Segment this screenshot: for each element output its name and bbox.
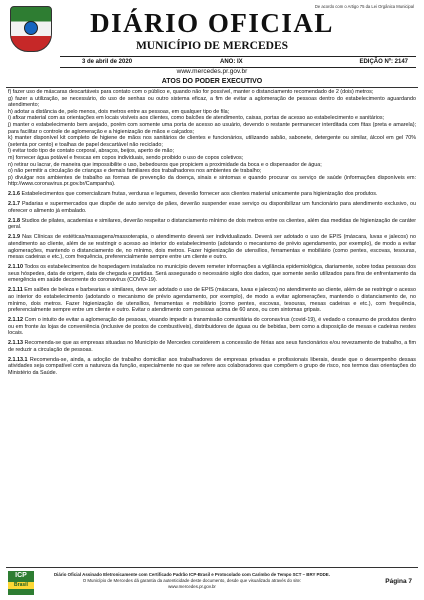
list-item: k) manter disponível kit completo de higiene de mãos nos sanitários de clientes e funcionários, utilizando sabão, sabonete, detergente ou similar, álcool em gel 70% (setenta por cento) e toalhas de papel descartável não reciclado; xyxy=(8,135,416,148)
footer-website-link[interactable]: www.mercedes.pr.gov.br xyxy=(168,584,216,589)
page-number: Página 7 xyxy=(385,578,412,585)
article-paragraph: 2.1.10 Todos os estabelecimentos de hospedagem instalados no município devem remeter informações a vigilância epidemiológica, diariamente, sobre todas pessoas dos seus hóspedes, data de origem, data de chegada e partidas. Será assegurado o necessário sigilo dos dados, que somente serão utilizados para fins de enfrentamento da emergência em saúde decorrente do coronavírus (COVID-19). xyxy=(8,264,416,284)
edition-info-bar xyxy=(60,56,416,68)
article-number: 2.1.13 xyxy=(8,340,23,347)
list-item: j) manter o estabelecimento bem arejado, porém com somente uma porta de acesso ao usuário, devendo o restante permanecer interditada com fitas (preta e amarela); para facilitar o controle de aglomeração e a higienização de mãos e calçados; xyxy=(8,121,416,135)
list-item: p) divulgar nos ambientes de trabalho as formas de prevenção da doença, sinais e sintomas e quando procurar os serviço de saúde (informações disponíveis em: http://www.coronavirus.pr.gov.br/Campanha). xyxy=(8,174,416,188)
municipality-name: MUNICÍPIO DE MERCEDES xyxy=(135,40,289,52)
article-paragraph: 2.1.6 Estabelecimentos que comercializam frutas, verduras e legumes, deverão fornecer aos clientes material unicamente para higienização dos produtos. xyxy=(8,191,378,198)
list-item: f) fazer uso de máscaras descartáveis para contato com o público e, quando não for possível, manter o distanciamento recomendado de 2 (dois) metros; xyxy=(8,89,374,95)
footer-certification xyxy=(42,572,342,590)
article-paragraph: 2.1.12 Com o intuito de evitar a aglomeração de pessoas, visando impedir a transmissão comunitária do coronavírus (covid-19), é vedado o consumo de produtos dentro ou em fronte às lojas de conveniência (inclusive de postos de combustíveis), distribuidores de águas ou de bebidas, bem como a disposição de mesas e cadeiras nestes locais. xyxy=(8,317,416,337)
article-paragraph: 2.1.7 Padarias e supermercados que dispõe de auto serviço de pães, deverão suspender esse serviço ou disponibilizar um funcionário para atendimento exclusivo, ou oferecer o alimento já embalado. xyxy=(8,201,416,214)
list-item: m) fornecer água potável e frescas em copos individuais, sendo proibido o uso de copos coletivos; xyxy=(8,154,244,161)
article-number: 2.1.8 xyxy=(8,217,20,224)
article-paragraph: 2.1.8 Studios de pilates, academias e similares, deverão respeitar o distanciamento mínimo de dois metros entre os clientes, além das medidas de higienização de caráter geral. xyxy=(8,217,416,231)
article-number: 2.1.11 xyxy=(8,287,23,294)
gazette-title: DIÁRIO OFICIAL xyxy=(90,8,334,38)
edition-year: ANO: IX xyxy=(220,59,243,65)
authenticity-note: O Município de Mercedes dá garantia da autenticidade deste documento, desde que visualizado através do site: xyxy=(82,578,302,583)
certification-statement: Diário Oficial Assinado Eletronicamente com Certificado Padrão ICP-Brasil e Protocolado com Carimbo de Tempo SCT – BRY PDDE. xyxy=(54,572,330,577)
article-body xyxy=(8,89,416,377)
article-number: 2.1.10 xyxy=(8,264,23,271)
list-item: o) não permitir a circulação de crianças e demais familiares dos trabalhadores nos ambientes de trabalho; xyxy=(8,168,262,175)
article-number: 2.1.7 xyxy=(8,201,20,208)
article-paragraph: 2.1.13.1 Recomenda-se, ainda, a adoção de trabalho domiciliar aos trabalhadores de empresas privadas e profissionais liberais, desde que o desempenho dessas atividades seja compatível com a natureza da função, especialmente no que se refere aos colaboradores que compõem o grupo de risco, nos termos das orientações do Ministério da Saúde. xyxy=(8,356,416,377)
edition-date: 3 de abril de 2020 xyxy=(82,59,133,65)
law-note: De acordo com o Artigo 75 da Lei Orgânica Municipal xyxy=(314,4,414,9)
page-footer xyxy=(6,567,418,598)
list-item: l) evitar todo tipo de contato corporal, abraços, beijos, aperto de mão; xyxy=(8,148,175,155)
article-number: 2.1.6 xyxy=(8,191,20,198)
website-link[interactable]: www.mercedes.pr.gov.br xyxy=(176,68,248,75)
article-paragraph: 2.1.13 Recomenda-se que as empresas situadas no Município de Mercedes considerem a concessão de férias aos seus funcionários e/ou revezamento de trabalho, a fim de reduzir a circulação de pessoas. xyxy=(8,340,416,353)
list-item: g) fazer a utilização, se necessário, do uso de senhas ou outro sistema eficaz, a fim de evitar a aglomeração de pessoas dentro do estabelecimento aguardando atendimento; xyxy=(8,95,416,109)
list-item: i) afixar material com as orientações em locais visíveis aos clientes, como balcões de atendimento, caixas, portas de acesso ao estabelecimento e sanitários; xyxy=(8,115,385,122)
section-divider xyxy=(6,87,418,88)
article-number: 2.1.13.1 xyxy=(8,356,28,363)
list-item: h) adotar a distância de, pelo menos, dois metros entre as pessoas, em qualquer tipo de fila; xyxy=(8,108,230,115)
edition-number: EDIÇÃO Nº: 2147 xyxy=(359,59,408,65)
article-number: 2.1.9 xyxy=(8,234,20,241)
list-item: n) retirar ou lacrar, de maneira que impossibilite o uso, bebedouros que propiciem a proximidade da boca e o dispensador de água; xyxy=(8,161,322,168)
section-title: ATOS DO PODER EXECUTIVO xyxy=(161,78,263,85)
article-paragraph: 2.1.11 Em salões de beleza e barbearias e similares, deve ser adotado o uso de EPIS (máscara, luvas e jalecos) no atendimento ao cliente, além de se restringir o acesso ao interior do estabelecimento (adotando o mecanismo de prévio agendamento, por exemplo), de modo a evitar aglomerações, mantendo o distanciamento de, no mínimo, dois metros. Fazer higienização de utensílios, ferramentas e mobiliário (como pentes, escovas, tesouras, mesas cadeiras e etc.), com frequência, preferencialmente sempre entre um cliente e outro. Evitar o atendimento com pessoas acima de 60 anos, ou com sintomas gripais. xyxy=(8,287,416,314)
icp-brasil-logo-icon: ICP Brasil xyxy=(8,571,34,595)
article-paragraph: 2.1.9 Nas Clínicas de estéticas/massagens/massoterapia, o atendimento deverá ser individualizado. Deverá ser adotado o uso de EPIS (máscara, luvas e jalecos) no atendimento ao cliente, além de se restringir o acesso ao interior do estabelecimento (adotando o mecanismo de prévio agendamento, por exemplo), de modo a evitar aglomerações, mantendo o distanciamento de, no mínimo, dois metros. Fazer higienização de utensílios, ferramentas e mobiliário (como pentes, escovas, tesouras, mesas cadeiras e etc.), com frequência, preferencialmente sempre entre um cliente e outro. xyxy=(8,234,416,261)
article-number: 2.1.12 xyxy=(8,317,23,324)
